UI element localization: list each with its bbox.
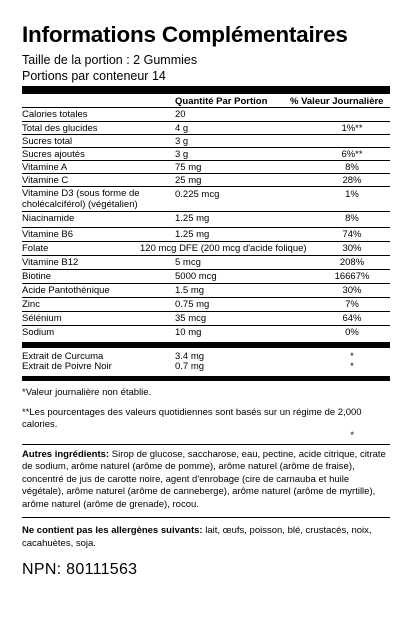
- nutrient-amount: 1.25 mg: [175, 229, 210, 240]
- nutrient-row: [22, 326, 390, 343]
- nutrient-dv: 16667%: [334, 271, 370, 282]
- nutrient-name: Vitamine A: [22, 162, 68, 173]
- nutrient-row: [22, 187, 390, 212]
- nutrient-row: [22, 312, 390, 326]
- nutrient-name: Niacinamide: [22, 213, 75, 224]
- nutrient-amount: 25 mg: [175, 175, 202, 186]
- footnote-dv-not-established: *Valeur journalière non établie.: [22, 387, 152, 398]
- nutrient-amount: 3 g: [175, 149, 189, 160]
- nutrient-amount: 0.225 mcg: [175, 189, 220, 200]
- header-dv: % Valeur Journalière: [290, 96, 384, 107]
- nutrient-name: Folate: [22, 243, 49, 254]
- serving-size: Taille de la portion : 2 Gummies: [22, 53, 198, 67]
- nutrient-row: [22, 122, 390, 135]
- nutrient-amount: 0.75 mg: [175, 299, 210, 310]
- nutrient-name: Total des glucides: [22, 123, 98, 134]
- footnotes: [22, 381, 390, 444]
- nutrient-dv: 208%: [339, 257, 365, 268]
- nutrient-table: [22, 108, 390, 343]
- nutrient-dv: 64%: [342, 313, 362, 324]
- nutrient-row: [22, 298, 390, 312]
- extract-amount: 0.7 mg: [175, 361, 205, 372]
- nutrient-amount: 5 mcg: [175, 257, 201, 268]
- nutrient-name: Vitamine C: [22, 175, 69, 186]
- extract-name: Extrait de Curcuma: [22, 351, 104, 362]
- nutrient-name: Sodium: [22, 327, 55, 338]
- nutrient-amount: 10 mg: [175, 327, 202, 338]
- other-ingredients-text: Sirop de glucose, saccharose, eau, pectine, acide citrique, citrate de sodium, arôme naturel (arôme de pomme), arôme naturel (arôme de fraise), concentré de jus de carotte noire, agent d'enrobage (cire de carnauba et huile végétale), arôme naturel (arôme de canneberge), arôme naturel (arôme de myrtille), arôme naturel (arôme de grenade), rocou.: [22, 448, 386, 510]
- nutrient-row: [22, 256, 390, 270]
- nutrient-name: Vitamine B12: [22, 257, 79, 268]
- nutrient-amount: 1.5 mg: [175, 285, 205, 296]
- nutrient-amount: 20: [175, 109, 186, 120]
- nutrient-amount: 35 mcg: [175, 313, 207, 324]
- nutrient-name: Acide Pantothénique: [22, 285, 110, 296]
- nutrient-row: [22, 108, 390, 122]
- nutrient-name: Sélénium: [22, 313, 62, 324]
- nutrient-row: [22, 135, 390, 148]
- other-ingredients: [22, 445, 390, 518]
- nutrient-row: [22, 148, 390, 161]
- nutrient-dv: 6%**: [341, 149, 363, 160]
- nutrient-row: [22, 161, 390, 174]
- nutrient-amount: 3 g: [175, 136, 189, 147]
- allergens-text: lait, œufs, poisson, blé, crustacés, noix, cacahuètes, soja.: [22, 525, 372, 549]
- nutrient-dv: 0%: [345, 327, 359, 338]
- nutrient-amount: 5000 mcg: [175, 271, 217, 282]
- allergens: [22, 518, 390, 556]
- nutrient-row: [22, 228, 390, 242]
- nutrient-row: [22, 174, 390, 187]
- nutrient-dv: 8%: [345, 213, 359, 224]
- nutrient-row: [22, 284, 390, 298]
- header-amount: Quantité Par Portion: [175, 96, 268, 107]
- npn-number: NPN: 80111563: [22, 561, 138, 578]
- nutrient-name: Vitamine D3 (sous forme de cholécalciférol) (végétalien): [22, 188, 140, 210]
- nutrient-dv: 28%: [342, 175, 362, 186]
- nutrient-name: Sucres ajoutés: [22, 149, 85, 160]
- extract-dv: *: [350, 361, 354, 372]
- nutrient-dv: 8%: [345, 162, 359, 173]
- nutrient-dv: 74%: [342, 229, 362, 240]
- servings-per-container: Portions par conteneur 14: [22, 69, 166, 83]
- nutrient-name: Sucres total: [22, 136, 73, 147]
- nutrient-dv: 30%: [342, 243, 362, 254]
- nutrient-row: [22, 270, 390, 284]
- extract-table: [22, 348, 390, 376]
- footnote-calories: **Les pourcentages des valeurs quotidiennes sont basés sur un régime de 2,000 calories.: [22, 406, 362, 430]
- table-header: [22, 94, 390, 108]
- extract-amount: 3.4 mg: [175, 351, 205, 362]
- nutrient-dv: 1%**: [341, 123, 363, 134]
- nutrient-amount: 75 mg: [175, 162, 202, 173]
- nutrient-name: Biotine: [22, 271, 52, 282]
- divider-thick: [22, 86, 390, 94]
- supplement-facts-panel: [22, 22, 390, 579]
- nutrient-name: Calories totales: [22, 109, 88, 120]
- other-ingredients-label: Autres ingrédients:: [22, 448, 110, 460]
- nutrient-amount: 120 mcg DFE (200 mcg d'acide folique): [140, 243, 307, 254]
- nutrient-row: [22, 212, 390, 228]
- extract-dv: *: [350, 351, 354, 362]
- nutrient-row: [22, 242, 390, 256]
- nutrient-name: Zinc: [22, 299, 40, 310]
- allergens-label: Ne contient pas les allergènes suivants:: [22, 525, 203, 536]
- nutrient-amount: 1.25 mg: [175, 213, 210, 224]
- nutrient-dv: 1%: [345, 189, 359, 200]
- panel-title: Informations Complémentaires: [22, 22, 348, 47]
- footnote-star: *: [350, 429, 354, 441]
- nutrient-dv: 30%: [342, 285, 362, 296]
- nutrient-amount: 4 g: [175, 123, 189, 134]
- extract-name: Extrait de Poivre Noir: [22, 361, 112, 372]
- nutrient-name: Vitamine B6: [22, 229, 74, 240]
- extract-row: [22, 362, 390, 372]
- nutrient-dv: 7%: [345, 299, 359, 310]
